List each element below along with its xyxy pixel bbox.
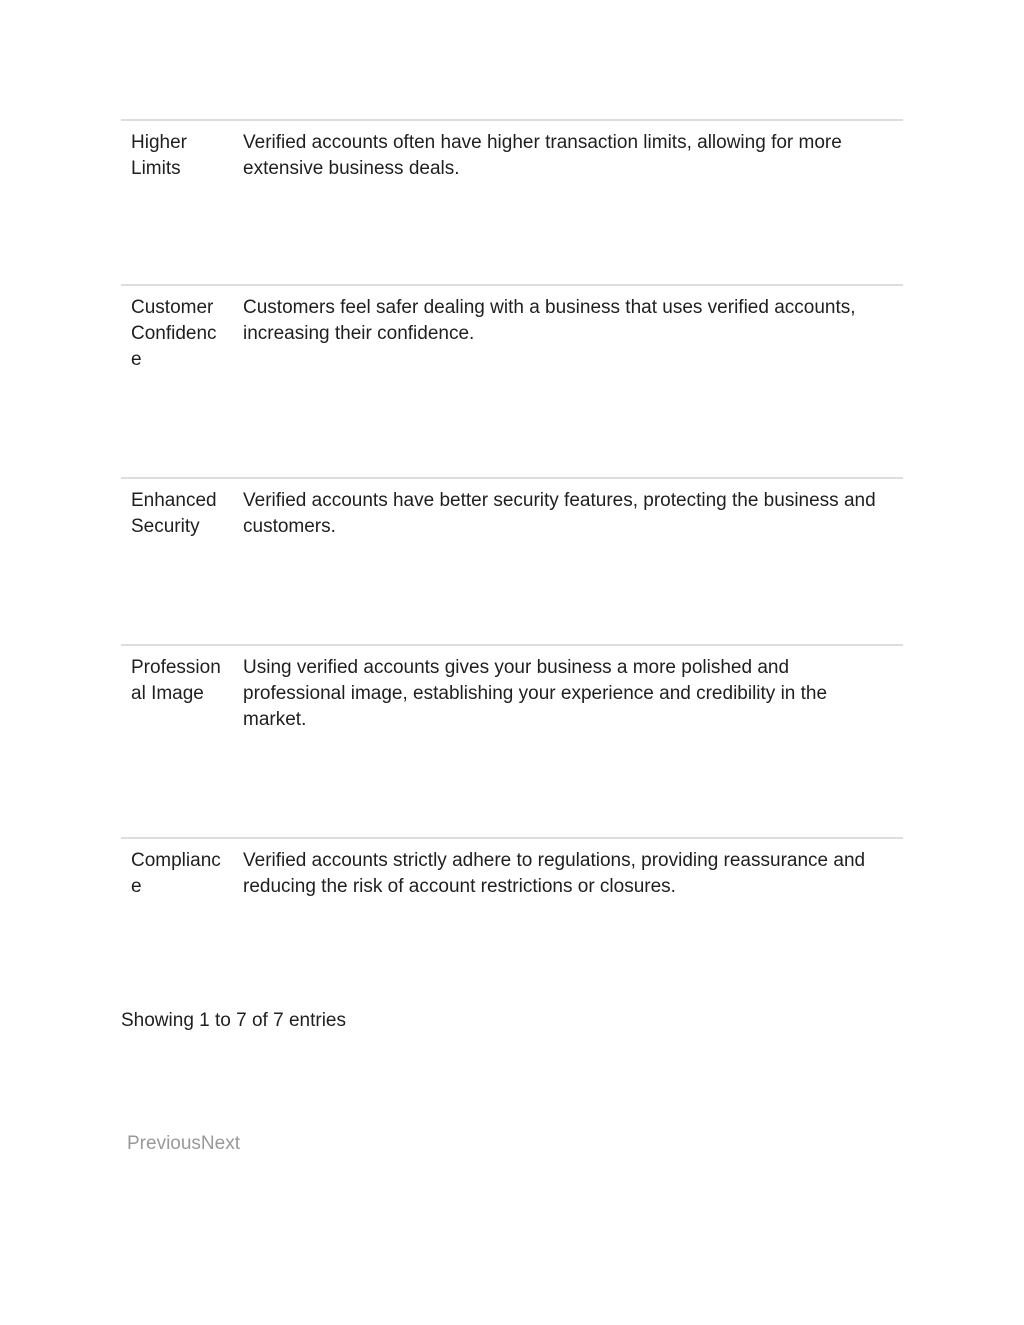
row-description: Verified accounts have better security features, protecting the business and customers. bbox=[243, 490, 876, 537]
table-row bbox=[121, 644, 903, 837]
pagination bbox=[121, 1131, 903, 1157]
row-label: Customer Confidence bbox=[131, 297, 217, 370]
page-content bbox=[121, 119, 903, 1157]
table-info-text: Showing 1 to 7 of 7 entries bbox=[121, 1010, 346, 1031]
row-label: Enhanced Security bbox=[131, 490, 217, 537]
table-row bbox=[121, 477, 903, 644]
table-row bbox=[121, 837, 903, 1003]
next-button[interactable]: Next bbox=[200, 1133, 240, 1154]
row-label: Higher Limits bbox=[131, 132, 187, 179]
table-row bbox=[121, 119, 903, 284]
row-description: Using verified accounts gives your business a more polished and professional image, establishing your experience and credibility in the market. bbox=[243, 657, 828, 730]
row-description: Verified accounts often have higher transaction limits, allowing for more extensive business deals. bbox=[243, 132, 842, 179]
benefits-table bbox=[121, 119, 903, 1003]
row-label: Professional Image bbox=[131, 657, 221, 704]
row-description: Verified accounts strictly adhere to regulations, providing reassurance and reducing the risk of account restrictions or closures. bbox=[243, 850, 866, 897]
row-description: Customers feel safer dealing with a business that uses verified accounts, increasing their confidence. bbox=[243, 297, 856, 344]
previous-button[interactable]: Previous bbox=[127, 1133, 201, 1154]
table-row bbox=[121, 284, 903, 477]
row-label: Compliance bbox=[131, 850, 221, 897]
